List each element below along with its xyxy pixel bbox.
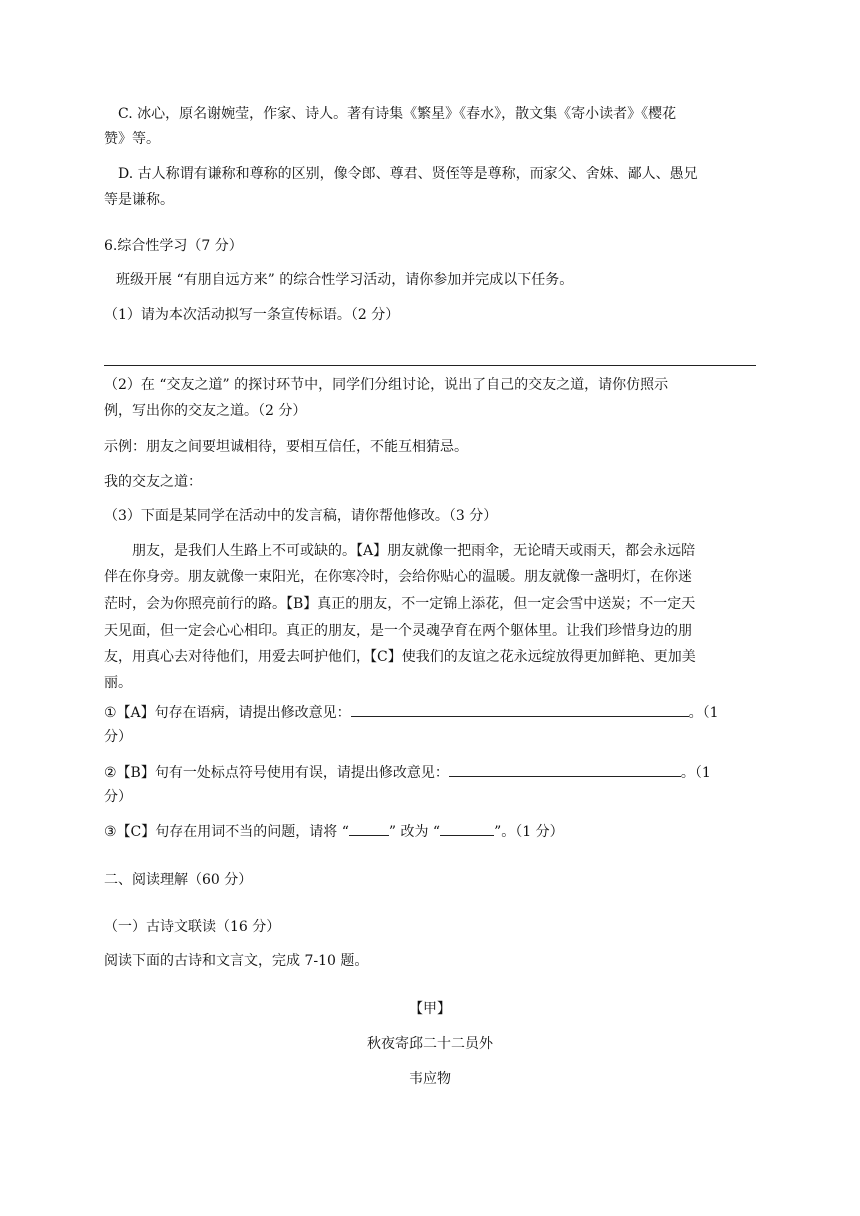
reading-instruction: 阅读下面的古诗和文言文，完成 7-10 题。 (104, 953, 369, 969)
speech-passage-line: 伴在你身旁。朋友就像一束阳光，在你寒冷时，会给你贴心的温暖。朋友就像一盏明灯，在你迷 (104, 569, 692, 585)
question-b-row (104, 762, 711, 783)
poem-title: 秋夜寄邱二十二员外 (367, 1036, 493, 1052)
question-b-answer-blank[interactable] (449, 762, 681, 777)
question-a-score-cont: 分） (104, 729, 132, 745)
question-a-answer-blank[interactable] (351, 702, 689, 717)
option-d-line-2: 等是谦称。 (104, 192, 174, 208)
section-2-title: 二、阅读理解（60 分） (104, 872, 253, 888)
question-b-score: 。（1 (680, 765, 711, 781)
option-c-line-2: 赞》等。 (104, 131, 160, 147)
question-a-score: 。（1 (688, 705, 719, 721)
question-a-row (104, 702, 719, 723)
poem-author: 韦应物 (409, 1071, 451, 1087)
question-6-sub-1: （1）请为本次活动拟写一条宣传标语。（2 分） (104, 307, 400, 323)
section-2-sub-1: （一）古诗文联读（16 分） (104, 919, 281, 935)
friendship-example: 示例：朋友之间要坦诚相待，要相互信任，不能互相猜忌。 (104, 439, 468, 455)
question-c-row (104, 821, 564, 842)
my-friendship-way-label: 我的交友之道： (104, 474, 202, 490)
question-c-score: ”。（1 分） (494, 824, 564, 840)
question-a-text: ①【A】句存在语病，请提出修改意见： (104, 705, 351, 721)
speech-passage-line: 丽。 (104, 675, 132, 691)
question-6-sub-3: （3）下面是某同学在活动中的发言稿，请你帮他修改。（3 分） (104, 508, 498, 524)
question-c-replacement-word-blank[interactable] (440, 821, 494, 836)
question-c-text-mid: ” 改为 “ (388, 824, 441, 840)
slogan-answer-line[interactable] (104, 365, 756, 366)
question-6-intro: 班级开展 “有朋自远方来” 的综合性学习活动，请你参加并完成以下任务。 (116, 272, 574, 288)
speech-passage-line: 天见面，但一定会心心相印。真正的朋友，是一个灵魂孕育在两个躯体里。让我们珍惜身边的朋 (104, 623, 692, 639)
question-c-text: ③【C】句存在用词不当的问题，请将 “ (104, 824, 349, 840)
question-6-sub-2-line-2: 例，写出你的交友之道。（2 分） (104, 403, 307, 419)
option-c-line-1: C. 冰心，原名谢婉莹，作家、诗人。著有诗集《繁星》《春水》，散文集《寄小读者》《樱花 (118, 106, 677, 122)
question-6-sub-2-line-1: （2）在 “交友之道” 的探讨环节中，同学们分组讨论，说出了自己的交友之道，请你仿照示 (104, 377, 669, 393)
speech-passage-line: 茫时，会为你照亮前行的路。【B】真正的朋友，不一定锦上添花，但一定会雪中送炭；不一定天 (104, 596, 696, 612)
question-c-original-word-blank[interactable] (349, 821, 389, 836)
question-6-title: 6.综合性学习（7 分） (104, 238, 243, 254)
question-b-text: ②【B】句有一处标点符号使用有误，请提出修改意见： (104, 765, 449, 781)
option-d-line-1: D. 古人称谓有谦称和尊称的区别，像令郎、尊君、贤侄等是尊称，而家父、舍妹、鄙人、愚兄 (118, 166, 698, 182)
speech-passage-line: 朋友，是我们人生路上不可或缺的。【A】朋友就像一把雨伞，无论晴天或雨天，都会永远陪 (132, 543, 696, 559)
poem-marker: 【甲】 (409, 1001, 451, 1017)
question-b-score-cont: 分） (104, 789, 132, 805)
speech-passage-line: 友，用真心去对待他们，用爱去呵护他们，【C】使我们的友谊之花永远绽放得更加鲜艳、更加美 (104, 649, 696, 665)
